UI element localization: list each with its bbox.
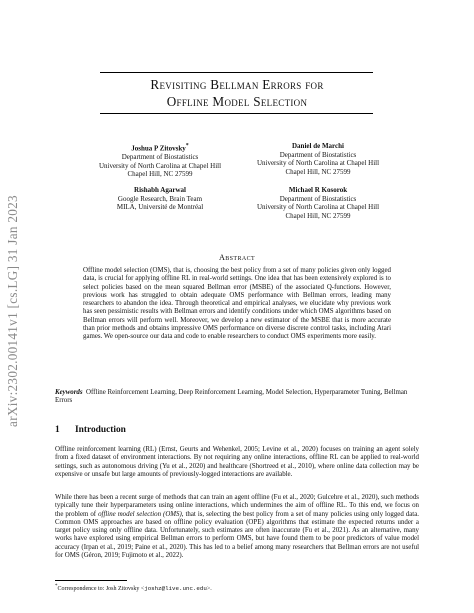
section-title: Introduction	[75, 425, 126, 435]
title-bottom-rule	[100, 113, 373, 114]
emphasized-term: offline model selection (OMS)	[98, 510, 182, 518]
keywords-text: Offline Reinforcement Learning, Deep Reinforcement Learning, Model Selection, Hyperparameter Tuning, Bellman Errors	[55, 389, 408, 405]
abstract-text: Offline model selection (OMS), that is, choosing the best policy from a set of many policies given only logged data, is crucial for applying offline RL in real-world settings. One idea that has been extensively explored is to select policies based on the mean squared Bellman error (MSBE) of the associated Q-functions. However, previous work has struggled to obtain adequate OMS performance with Bellman errors, leading many researchers to abandon the idea. Through theoretical and empirical analyses, we elucidate why previous work has seen pessimistic results with Bellman errors and identify conditions under which OMS algorithms based on Bellman errors will perform well. Moreover, we develop a new estimator of the MSBE that is more accurate than prior methods and obtains impressive OMS performance on diverse discrete control tasks, including Atari games. We open-source our data and code to enable researchers to conduct OMS experiments more easily.	[83, 267, 391, 340]
title-line-2: Offline Model Selection	[166, 94, 308, 109]
paragraph-text: , that is, selecting the best policy from a set of many policies using only logged data. Common OMS approaches are based on offline policy evaluation (OPE) algorithms that estimate the expected returns under a target policy using only offline data. Unfortunately, such estimates are often inaccurate (Fu et al., 2021). As an alternative, many works have explored using empirical Bellman errors to perform OMS, but have found them to be poor predictors of value model accuracy (Irpan et al., 2019; Paine et al., 2020). This has led to a belief among many researchers that Bellman errors are not useful for OMS (Géron, 2019; Fujimoto et al., 2022).	[55, 510, 419, 559]
footnote-mark: *	[55, 584, 58, 589]
author-affiliation: Google Research, Brain Team	[117, 194, 203, 203]
title-top-rule	[100, 72, 373, 73]
author-affiliation: Department of Biostatistics	[121, 153, 199, 162]
author-affiliation: Chapel Hill, NC 27599	[285, 168, 351, 177]
author-name: Daniel de Marchi	[292, 142, 344, 150]
author-affiliation: Chapel Hill, NC 27599	[127, 170, 193, 179]
author-affiliation: University of North Carolina at Chapel Hill	[98, 161, 222, 170]
arxiv-identifier-stamp[interactable]: arXiv:2302.00141v1 [cs.LG] 31 Jan 2023	[5, 195, 20, 427]
abstract-heading: Abstract	[218, 253, 256, 262]
author-affiliation: MILA, Université de Montréal	[116, 203, 204, 212]
author-name: Rishabh Agarwal	[134, 186, 186, 194]
keywords-line	[55, 389, 419, 406]
author-name: Michael R Kosorok	[288, 186, 348, 194]
section-number: 1	[55, 425, 60, 435]
footnote-email-link[interactable]: joshz@live.unc.edu	[144, 585, 207, 592]
author-block	[213, 186, 423, 221]
author-affiliation: University of North Carolina at Chapel Hill	[256, 203, 380, 212]
section-heading	[55, 425, 126, 435]
author-affiliation: Department of Biostatistics	[279, 150, 357, 159]
title-line-1: Revisiting Bellman Errors for	[150, 77, 324, 92]
footnote-suffix: >.	[206, 586, 212, 592]
author-block	[213, 142, 423, 177]
author-footnote-mark: *	[185, 143, 189, 149]
intro-paragraph: Offline reinforcement learning (RL) (Ernst, Geurts and Wehenkel, 2005; Levine et al., 2020) focuses on training an agent solely from a fixed dataset of environment interactions. By not requiring any online interactions, offline RL can be applied to real-world settings, such as autonomous driving (Yu et al., 2020) and healthcare (Shortreed et al., 2010), where online data collection may be expensive or unsafe but large amounts of previously-logged interactions are available.	[55, 446, 419, 478]
paper-title	[80, 76, 394, 110]
author-name: Joshua P Zitovsky	[131, 144, 186, 153]
paragraph-text: While there has been a recent surge of methods that can train an agent offline (Fu et al., 2020; Gulcehre et al., 2020), such methods typically tune their hyperparameters using online interactions, which undermines the aim of offline RL. To this end, we focus on the problem of	[55, 494, 419, 518]
author-affiliation: Chapel Hill, NC 27599	[285, 212, 351, 221]
footnote-rule	[55, 580, 127, 581]
author-affiliation: University of North Carolina at Chapel Hill	[256, 159, 380, 168]
intro-paragraph	[55, 494, 419, 560]
keywords-label: Keywords	[55, 389, 83, 396]
author-affiliation: Department of Biostatistics	[279, 194, 357, 203]
footnote-text: Correspondence to: Josh Zitovsky <	[57, 586, 145, 592]
footnote	[55, 583, 212, 593]
